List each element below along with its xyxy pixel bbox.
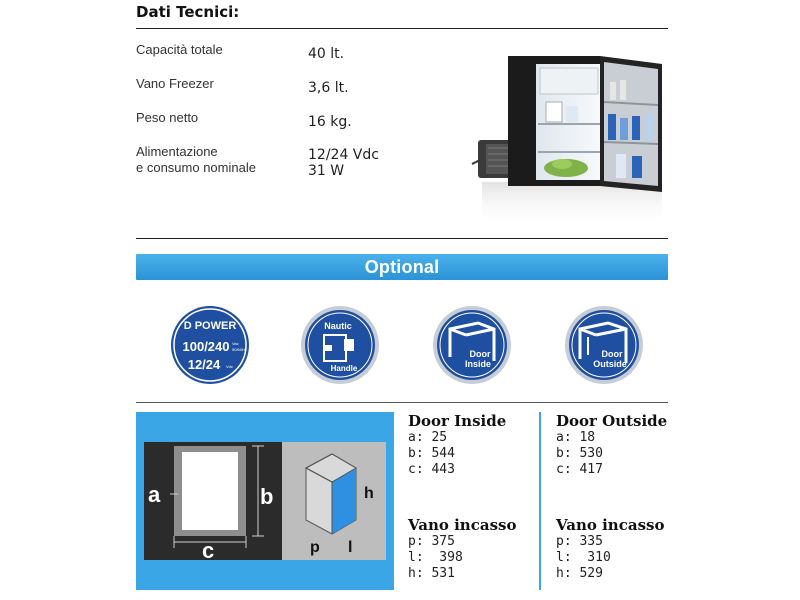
diagram-label-h: h (364, 485, 374, 502)
door-inside-vano-l: l: 398 (408, 550, 463, 565)
door-inside-row-b: b: 544 (408, 446, 455, 461)
spec-value-power-line2: 31 W (308, 163, 345, 179)
dimensions-separator (539, 412, 541, 590)
diagram-label-a: a (148, 482, 161, 507)
optional-header-bar (136, 254, 668, 280)
door-outside-vano (556, 517, 664, 582)
title-divider (136, 28, 668, 29)
diagram-label-p: p (310, 539, 320, 556)
door-outside-badge-icon (564, 305, 644, 385)
nautic-handle-badge-icon (300, 305, 380, 385)
dimension-diagram-panel (136, 412, 394, 590)
dpower-badge-line1: D POWER (183, 320, 237, 332)
spec-label-power-line1: Alimentazione (136, 144, 218, 159)
spec-value-freezer: 3,6 lt. (308, 80, 349, 96)
door-outside-row-b: b: 530 (556, 446, 603, 461)
section-divider (136, 238, 668, 239)
door-outside-row-a: a: 18 (556, 430, 596, 445)
door-inside-vano-p: p: 375 (408, 534, 455, 549)
door-outside-vano-p: p: 335 (556, 534, 603, 549)
dpower-badge-line3: 12/24 (187, 357, 221, 372)
door-inside-row-a: a: 25 (408, 430, 448, 445)
door-inside-vano-h: h: 531 (408, 566, 455, 581)
door-inside-badge-line1: Door (469, 349, 491, 359)
door-inside-badge-icon (432, 305, 512, 385)
spec-label-weight: Peso netto (136, 110, 199, 125)
spec-value-weight: 16 kg. (308, 114, 352, 130)
door-outside-dimensions (556, 413, 667, 478)
optional-title: Optional (364, 257, 440, 277)
door-inside-row-c: c: 443 (408, 462, 455, 477)
door-outside-vano-title: Vano incasso (556, 516, 665, 534)
nautic-badge-line2: Handle (330, 364, 358, 373)
door-inside-dimensions (408, 413, 506, 478)
diagram-label-l: l (348, 539, 353, 556)
dpower-badge-line2: 100/240 (182, 339, 230, 354)
dpower-badge-small3: Vdc (226, 364, 233, 369)
door-outside-row-c: c: 417 (556, 462, 603, 477)
diagram-label-c: c (202, 538, 215, 563)
spec-label-capacity: Capacità totale (136, 42, 223, 57)
spec-value-power-line1: 12/24 Vdc (308, 147, 379, 163)
spec-label-power-line2: e consumo nominale (136, 160, 256, 175)
door-inside-badge-line2: Inside (464, 359, 492, 369)
door-inside-vano-title: Vano incasso (408, 516, 517, 534)
fridge-image (470, 42, 670, 227)
spec-label-freezer: Vano Freezer (136, 76, 214, 91)
page-title: Dati Tecnici: (136, 3, 240, 21)
nautic-badge-line1: Nautic (324, 321, 352, 331)
door-outside-badge-line2: Outside (593, 359, 627, 369)
diagram-label-b: b (260, 484, 274, 509)
door-outside-vano-h: h: 529 (556, 566, 603, 581)
door-outside-vano-l: l: 310 (556, 550, 611, 565)
spec-value-capacity: 40 lt. (308, 46, 345, 62)
dimension-diagram (136, 412, 394, 590)
door-inside-vano (408, 517, 516, 582)
door-outside-badge-line1: Door (601, 349, 623, 359)
badges-divider (136, 402, 668, 403)
door-outside-title: Door Outside (556, 412, 668, 430)
dpower-badge-icon (170, 305, 250, 385)
door-inside-title: Door Inside (408, 412, 507, 430)
dpower-badge-small1: Vac (232, 341, 239, 346)
dpower-badge-small2: 50/60Hz (232, 347, 247, 352)
